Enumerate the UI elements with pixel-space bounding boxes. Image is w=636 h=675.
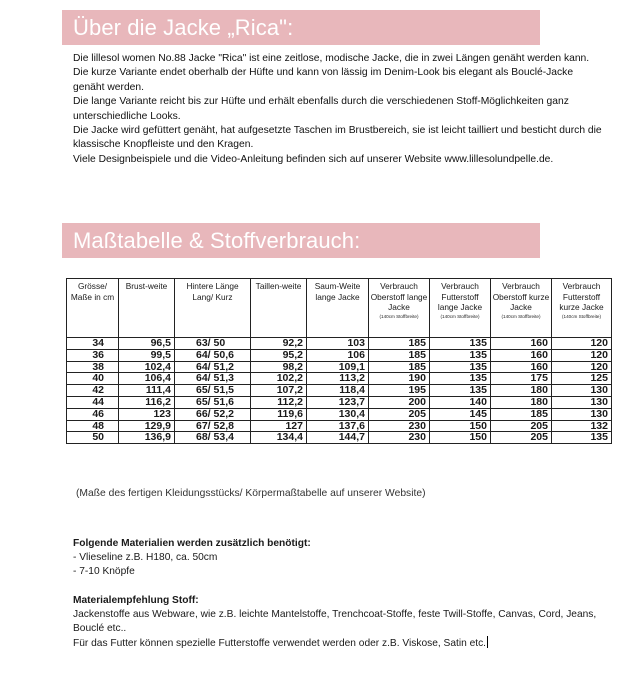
- fabric-recommendation-text: Jackenstoffe aus Webware, wie z.B. leichte Mantelstoffe, Trenchcoat-Stoffe, feste Twill-Stoffe, Canvas, Cord, Jeans, Bouclé etc..: [73, 608, 597, 635]
- table-cell: 205: [369, 408, 430, 420]
- table-cell: 137,6: [307, 420, 369, 432]
- column-header: Verbrauch Oberstoff lange Jacke (140cm Stoffbreite): [369, 279, 430, 338]
- table-cell: 68/ 53,4: [175, 432, 251, 444]
- table-cell: 135: [552, 432, 612, 444]
- table-cell: 116,2: [119, 396, 175, 408]
- lining-text: Für das Futter können spezielle Futterstoffe verwendet werden oder z.B. Viskose, Satin etc.: [73, 638, 486, 650]
- table-cell: 44: [67, 396, 119, 408]
- table-cell: 135: [430, 338, 491, 350]
- table-footnote: (Maße des fertigen Kleidungsstücks/ Körpermaßtabelle auf unserer Website): [76, 488, 426, 499]
- column-header: Brust-weite: [119, 279, 175, 338]
- table-cell: 50: [67, 432, 119, 444]
- table-cell: 103: [307, 338, 369, 350]
- fabric-recommendation-heading: Materialempfehlung Stoff:: [73, 594, 199, 606]
- table-cell: 64/ 50,6: [175, 349, 251, 361]
- table-cell: 64/ 51,2: [175, 361, 251, 373]
- table-cell: 123,7: [307, 396, 369, 408]
- table-cell: 185: [369, 361, 430, 373]
- table-cell: 106,4: [119, 373, 175, 385]
- table-cell: 40: [67, 373, 119, 385]
- table-cell: 102,4: [119, 361, 175, 373]
- table-cell: 135: [430, 385, 491, 397]
- table-cell: 200: [369, 396, 430, 408]
- table-cell: 36: [67, 349, 119, 361]
- table-cell: 42: [67, 385, 119, 397]
- section-heading-size-table: Maßtabelle & Stoffverbrauch:: [62, 223, 540, 258]
- table-cell: 120: [552, 349, 612, 361]
- table-cell: 140: [430, 396, 491, 408]
- table-cell: 64/ 51,3: [175, 373, 251, 385]
- column-header: Verbrauch Futterstoff lange Jacke (140cm Stoffbreite): [430, 279, 491, 338]
- table-cell: 106: [307, 349, 369, 361]
- table-cell: 135: [430, 373, 491, 385]
- lining-recommendation-text: [73, 636, 613, 651]
- table-cell: 120: [552, 361, 612, 373]
- table-cell: 123: [119, 408, 175, 420]
- column-header: Taillen-weite: [251, 279, 307, 338]
- table-row: [67, 338, 612, 350]
- table-row: [67, 349, 612, 361]
- table-cell: 205: [491, 420, 552, 432]
- table-cell: 102,2: [251, 373, 307, 385]
- table-cell: 107,2: [251, 385, 307, 397]
- table-cell: 125: [552, 373, 612, 385]
- table-cell: 66/ 52,2: [175, 408, 251, 420]
- table-cell: 120: [552, 338, 612, 350]
- table-cell: 150: [430, 420, 491, 432]
- table-cell: 67/ 52,8: [175, 420, 251, 432]
- table-cell: 230: [369, 420, 430, 432]
- intro-text[interactable]: [73, 52, 603, 167]
- table-cell: 127: [251, 420, 307, 432]
- table-row: [67, 373, 612, 385]
- table-cell: 65/ 51,5: [175, 385, 251, 397]
- table-cell: 135: [430, 349, 491, 361]
- column-header: Hintere Länge Lang/ Kurz: [175, 279, 251, 338]
- intro-paragraph: Viele Designbeispiele und die Video-Anleitung befinden sich auf unserer Website www.lillesolundpelle.de.: [73, 153, 554, 165]
- table-cell: 129,9: [119, 420, 175, 432]
- table-row: [67, 385, 612, 397]
- materials-item: - Vlieseline z.B. H180, ca. 50cm: [73, 552, 218, 564]
- table-row: [67, 420, 612, 432]
- section-heading-about-jacket: Über die Jacke „Rica":: [62, 10, 540, 45]
- table-cell: 92,2: [251, 338, 307, 350]
- table-cell: 119,6: [251, 408, 307, 420]
- materials-item: - 7-10 Knöpfe: [73, 566, 135, 578]
- table-cell: 65/ 51,6: [175, 396, 251, 408]
- table-cell: 185: [369, 349, 430, 361]
- table-cell: 145: [430, 408, 491, 420]
- table-cell: 180: [491, 385, 552, 397]
- table-header-row: [67, 279, 612, 338]
- table-cell: 130,4: [307, 408, 369, 420]
- materials-heading: Folgende Materialien werden zusätzlich benötigt:: [73, 538, 311, 549]
- intro-paragraph: Die Jacke wird gefüttert genäht, hat aufgesetzte Taschen im Brustbereich, sie ist leicht tailliert und besticht durch die klassische Knopfleiste und den Kragen.: [73, 125, 602, 151]
- table-cell: 96,5: [119, 338, 175, 350]
- table-cell: 130: [552, 408, 612, 420]
- intro-paragraph: Die lange Variante reicht bis zur Hüfte und erhält ebenfalls durch die verschiedenen Stoff-Möglichkeiten ganz unterschiedliche Looks.: [73, 96, 569, 122]
- intro-paragraph: Die lillesol women No.88 Jacke "Rica" ist eine zeitlose, modische Jacke, die in zwei Längen genäht werden kann. Die kurze Variante endet oberhalb der Hüfte und kann von lässig im Denim-Look bis elegant als Bouclé-Jacke genäht werden.: [73, 53, 590, 93]
- table-cell: 160: [491, 338, 552, 350]
- table-cell: 185: [491, 408, 552, 420]
- table-cell: 38: [67, 361, 119, 373]
- table-row: [67, 396, 612, 408]
- table-cell: 99,5: [119, 349, 175, 361]
- table-cell: 46: [67, 408, 119, 420]
- table-cell: 180: [491, 396, 552, 408]
- table-cell: 230: [369, 432, 430, 444]
- table-cell: 135: [430, 361, 491, 373]
- materials-section[interactable]: [73, 537, 613, 651]
- table-cell: 95,2: [251, 349, 307, 361]
- table-row: [67, 432, 612, 444]
- table-cell: 160: [491, 361, 552, 373]
- table-cell: 132: [552, 420, 612, 432]
- table-cell: 118,4: [307, 385, 369, 397]
- column-header: Verbrauch Oberstoff kurze Jacke (140cm Stoffbreite): [491, 279, 552, 338]
- table-cell: 63/ 50: [175, 338, 251, 350]
- table-cell: 150: [430, 432, 491, 444]
- table-cell: 130: [552, 396, 612, 408]
- size-table: [66, 278, 612, 444]
- table-cell: 136,9: [119, 432, 175, 444]
- table-cell: 205: [491, 432, 552, 444]
- table-cell: 113,2: [307, 373, 369, 385]
- table-cell: 175: [491, 373, 552, 385]
- column-header: Verbrauch Futterstoff kurze Jacke (140cm Stoffbreite): [552, 279, 612, 338]
- table-cell: 111,4: [119, 385, 175, 397]
- table-cell: 144,7: [307, 432, 369, 444]
- column-header: Grösse/ Maße in cm: [67, 279, 119, 338]
- table-cell: 112,2: [251, 396, 307, 408]
- table-cell: 160: [491, 349, 552, 361]
- table-cell: 48: [67, 420, 119, 432]
- table-cell: 109,1: [307, 361, 369, 373]
- table-cell: 190: [369, 373, 430, 385]
- table-cell: 195: [369, 385, 430, 397]
- table-row: [67, 361, 612, 373]
- table-cell: 134,4: [251, 432, 307, 444]
- table-cell: 185: [369, 338, 430, 350]
- column-header: Saum-Weite lange Jacke: [307, 279, 369, 338]
- table-row: [67, 408, 612, 420]
- table-cell: 98,2: [251, 361, 307, 373]
- text-cursor: [487, 636, 488, 648]
- table-cell: 130: [552, 385, 612, 397]
- table-cell: 34: [67, 338, 119, 350]
